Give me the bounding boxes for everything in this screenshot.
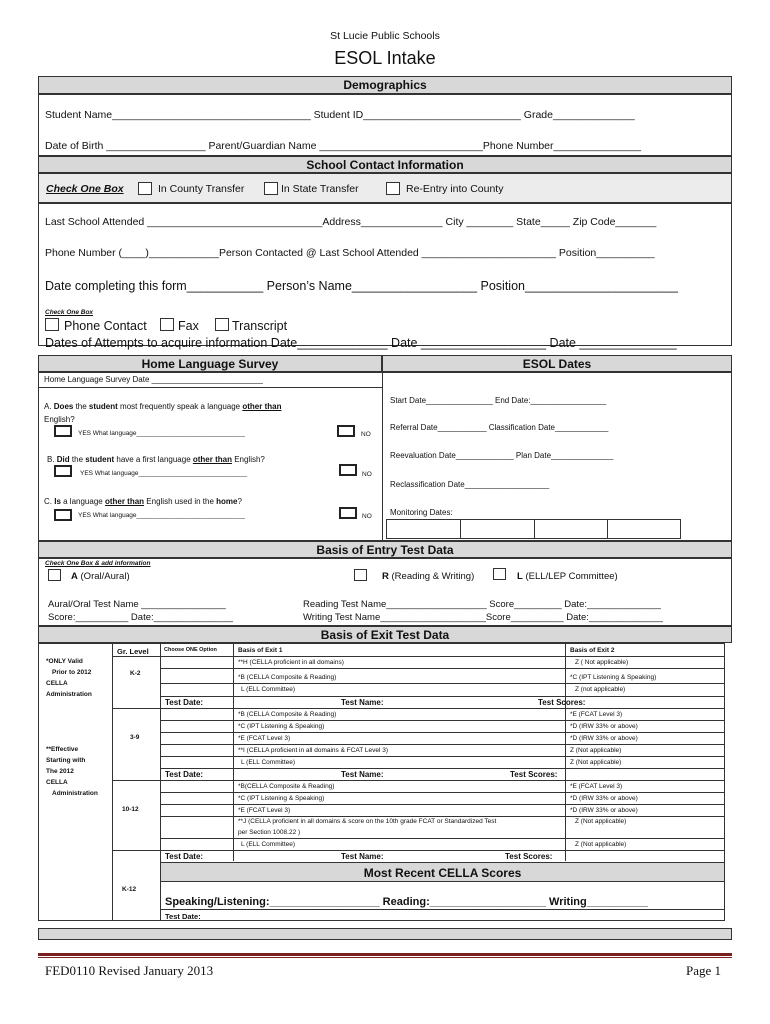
- g39-test-date[interactable]: Test Date:: [165, 770, 204, 779]
- g39-basis1: L (ELL Committee): [241, 759, 296, 766]
- entry-heading: Basis of Entry Test Data: [38, 541, 732, 558]
- k2-test-scores[interactable]: Test Scores:: [538, 698, 586, 707]
- school-contact-heading: School Contact Information: [38, 156, 732, 173]
- yes-a-checkbox[interactable]: [54, 425, 72, 437]
- row-rule: [160, 816, 725, 817]
- school-line-3[interactable]: Date completing this form___________ Person’s Name__________________ Position______________________: [45, 279, 678, 293]
- grade-10-12: 10-12: [122, 806, 139, 813]
- re-entry-label: Re-Entry into County: [406, 183, 504, 195]
- k2-basis2: Z ( Not applicable): [575, 659, 629, 666]
- footer-rule: [38, 953, 732, 956]
- g39-basis2: *D (IRW 33% or above): [570, 735, 638, 742]
- yes-b-checkbox[interactable]: [54, 465, 72, 477]
- k2-basis1: **H (CELLA proficient in all domains): [238, 659, 344, 666]
- school-line-1[interactable]: Last School Attended ______________________________Address______________ City ________ State_____ Zip Code_______: [45, 216, 657, 228]
- transcript-checkbox[interactable]: [215, 318, 229, 331]
- row-rule: [112, 850, 725, 851]
- col-divider: [112, 643, 113, 921]
- col-choose: Choose ONE Option: [164, 647, 217, 653]
- g1012-basis1: per Section 1008.22 ): [238, 829, 301, 836]
- row-rule: [112, 708, 725, 709]
- demographics-line-1[interactable]: Student Name__________________________________ Student ID___________________________ Grade______________: [45, 109, 635, 121]
- bottom-bar: [38, 928, 732, 940]
- row-rule: [160, 696, 725, 697]
- hls-heading: Home Language Survey: [38, 355, 382, 372]
- reclassification-date[interactable]: Reclassification Date___________________: [390, 480, 550, 489]
- g1012-basis2: *D (IRW 33% or above): [570, 795, 638, 802]
- note-effective: CELLA: [46, 779, 68, 786]
- note-only-valid: *ONLY Valid: [46, 658, 83, 665]
- re-entry-checkbox[interactable]: [386, 182, 400, 195]
- reading-test-name[interactable]: Reading Test Name___________________ Score_________ Date:______________: [303, 599, 661, 610]
- ell-committee-checkbox[interactable]: [493, 568, 506, 580]
- writing-test-name[interactable]: Writing Test Name____________________Score__________ Date:______________: [303, 612, 663, 623]
- reading-writing-label: R (Reading & Writing): [382, 571, 475, 582]
- k2-basis2: Z (not applicable): [575, 686, 626, 693]
- row-rule: [160, 744, 725, 745]
- k2-basis2: *C (IPT Listening & Speaking): [570, 674, 657, 681]
- row-rule: [160, 668, 725, 669]
- g1012-basis2: *D (IRW 33% or above): [570, 807, 638, 814]
- aural-checkbox[interactable]: [48, 569, 61, 581]
- note-only-valid: CELLA: [46, 680, 68, 687]
- monitoring-dates-label: Monitoring Dates:: [390, 508, 453, 517]
- g1012-basis2: Z (Not applicable): [575, 841, 627, 848]
- g1012-basis1: *C (IPT Listening & Speaking): [238, 795, 325, 802]
- demographics-line-2[interactable]: Date of Birth _________________ Parent/Guardian Name ____________________________Phone Number_______________: [45, 140, 642, 152]
- row-rule: [160, 720, 725, 721]
- no-a-label: NO: [361, 431, 371, 438]
- k2-basis1: L (ELL Committee): [241, 686, 296, 693]
- yes-b-language[interactable]: YES What language______________________________: [80, 470, 247, 477]
- phone-contact-label: Phone Contact: [64, 319, 147, 333]
- g39-test-name[interactable]: Test Name:: [341, 770, 384, 779]
- yes-a-language[interactable]: YES What language______________________________: [78, 430, 245, 437]
- referral-dates[interactable]: Referral Date___________ Classification Date____________: [390, 423, 609, 432]
- transcript-label: Transcript: [232, 319, 288, 333]
- row-rule: [160, 909, 725, 910]
- k2-test-date[interactable]: Test Date:: [165, 698, 204, 707]
- exit-heading: Basis of Exit Test Data: [38, 626, 732, 643]
- g39-basis2: Z (Not applicable): [570, 759, 622, 766]
- g1012-basis1: *E (FCAT Level 3): [238, 807, 291, 814]
- question-a-cont: English?: [44, 415, 75, 424]
- note-effective: Administration: [52, 790, 98, 797]
- col-divider: [233, 643, 234, 861]
- yes-c-language[interactable]: YES What language______________________________: [78, 512, 245, 519]
- question-a: A. Does the student most frequently speak a language other than: [44, 402, 282, 411]
- g39-test-scores[interactable]: Test Scores:: [510, 770, 558, 779]
- no-b-checkbox[interactable]: [339, 464, 357, 476]
- start-end-dates[interactable]: Start Date_______________ End Date:_________________: [390, 396, 607, 405]
- g1012-basis1: *B(CELLA Composite & Reading): [238, 783, 335, 790]
- no-c-checkbox[interactable]: [339, 507, 357, 519]
- in-state-label: In State Transfer: [281, 183, 359, 195]
- attempt-dates[interactable]: Dates of Attempts to acquire information Date_____________ Date __________________ Date ______________: [45, 336, 677, 350]
- g1012-basis2: Z (Not applicable): [575, 818, 627, 825]
- col-basis-1: Basis of Exit 1: [238, 647, 283, 654]
- no-a-checkbox[interactable]: [337, 425, 355, 437]
- row-rule: [160, 792, 725, 793]
- form-number: FED0110 Revised January 2013: [45, 963, 214, 978]
- note-only-valid: Administration: [46, 691, 92, 698]
- in-county-label: In County Transfer: [158, 183, 245, 195]
- in-county-checkbox[interactable]: [138, 182, 152, 195]
- g1012-basis1: **J (CELLA proficient in all domains & score on the 10th grade FCAT or Standardized Test: [238, 818, 497, 825]
- cella-test-date[interactable]: Test Date:: [165, 912, 201, 921]
- k2-test-name[interactable]: Test Name:: [341, 698, 384, 707]
- grid-divider: [460, 519, 461, 539]
- k2-basis1: *B (CELLA Composite & Reading): [238, 674, 337, 681]
- no-b-label: NO: [362, 471, 372, 478]
- grade-k12: K-12: [122, 886, 137, 893]
- aural-score-date[interactable]: Score:__________ Date:_______________: [48, 612, 233, 623]
- row-rule: [160, 732, 725, 733]
- fax-checkbox[interactable]: [160, 318, 174, 331]
- question-c: C. Is a language other than English used in the home?: [44, 497, 242, 506]
- fax-label: Fax: [178, 319, 199, 333]
- esol-dates-heading: ESOL Dates: [382, 355, 732, 372]
- note-only-valid: Prior to 2012: [52, 669, 92, 676]
- yes-c-checkbox[interactable]: [54, 509, 72, 521]
- g39-basis1: *E (FCAT Level 3): [238, 735, 291, 742]
- row-rule: [160, 838, 725, 839]
- reading-writing-checkbox[interactable]: [354, 569, 367, 581]
- g1012-test-name[interactable]: Test Name:: [341, 852, 384, 861]
- hls-date[interactable]: Home Language Survey Date _________________________: [44, 375, 263, 384]
- row-rule: [160, 804, 725, 805]
- cella-heading: Most Recent CELLA Scores: [160, 862, 725, 882]
- row-rule: [160, 683, 725, 684]
- reevaluation-dates[interactable]: Reevaluation Date_____________ Plan Date______________: [390, 451, 614, 460]
- grade-k2: K-2: [130, 670, 141, 677]
- row-rule: [160, 768, 725, 769]
- g1012-test-scores[interactable]: Test Scores:: [505, 852, 553, 861]
- note-effective: **Effective: [46, 746, 79, 753]
- ell-committee-label: L (ELL/LEP Committee): [517, 571, 618, 582]
- row-rule: [112, 656, 725, 657]
- g39-basis1: *C (IPT Listening & Speaking): [238, 723, 325, 730]
- cella-scores[interactable]: Speaking/Listening:__________________ Reading:___________________ Writing__________: [165, 896, 648, 908]
- aural-test-name[interactable]: Aural/Oral Test Name ________________: [48, 599, 226, 610]
- hls-date-rule: [38, 387, 382, 388]
- school-line-2[interactable]: Phone Number (____)____________Person Contacted @ Last School Attended _______________________ Position__________: [45, 247, 655, 259]
- col-gr-level: Gr. Level: [117, 647, 149, 656]
- footer-rule: [38, 957, 732, 958]
- g39-basis2: *E (FCAT Level 3): [570, 711, 623, 718]
- g39-basis2: Z (Not applicable): [570, 747, 622, 754]
- phone-contact-checkbox[interactable]: [45, 318, 59, 331]
- col-divider: [565, 643, 566, 861]
- entry-note: Check One Box & add information: [45, 560, 151, 567]
- note-effective: Starting with: [46, 757, 86, 764]
- grid-divider: [534, 519, 535, 539]
- check-one-label: Check One Box: [46, 183, 124, 195]
- g1012-test-date[interactable]: Test Date:: [165, 852, 204, 861]
- demographics-heading: Demographics: [38, 76, 732, 94]
- grade-3-9: 3-9: [130, 734, 140, 741]
- aural-label: A (Oral/Aural): [71, 571, 130, 582]
- section-divider: [382, 372, 383, 541]
- g1012-basis1: L (ELL Committee): [241, 841, 296, 848]
- page-title: ESOL Intake: [334, 48, 436, 68]
- row-rule: [112, 780, 725, 781]
- no-c-label: NO: [362, 513, 372, 520]
- check-one-small: Check One Box: [45, 309, 94, 316]
- in-state-checkbox[interactable]: [264, 182, 278, 195]
- g39-basis2: *D (IRW 33% or above): [570, 723, 638, 730]
- question-b: B. Did the student have a first language other than English?: [47, 455, 265, 464]
- g39-basis1: **I (CELLA proficient in all domains & FCAT Level 3): [238, 747, 389, 754]
- g1012-basis2: *E (FCAT Level 3): [570, 783, 623, 790]
- g39-basis1: *B (CELLA Composite & Reading): [238, 711, 337, 718]
- page-number: Page 1: [686, 963, 722, 978]
- grid-divider: [607, 519, 608, 539]
- org-name: St Lucie Public Schools: [330, 30, 440, 42]
- col-basis-2: Basis of Exit 2: [570, 647, 615, 654]
- note-effective: The 2012: [46, 768, 74, 775]
- row-rule: [160, 756, 725, 757]
